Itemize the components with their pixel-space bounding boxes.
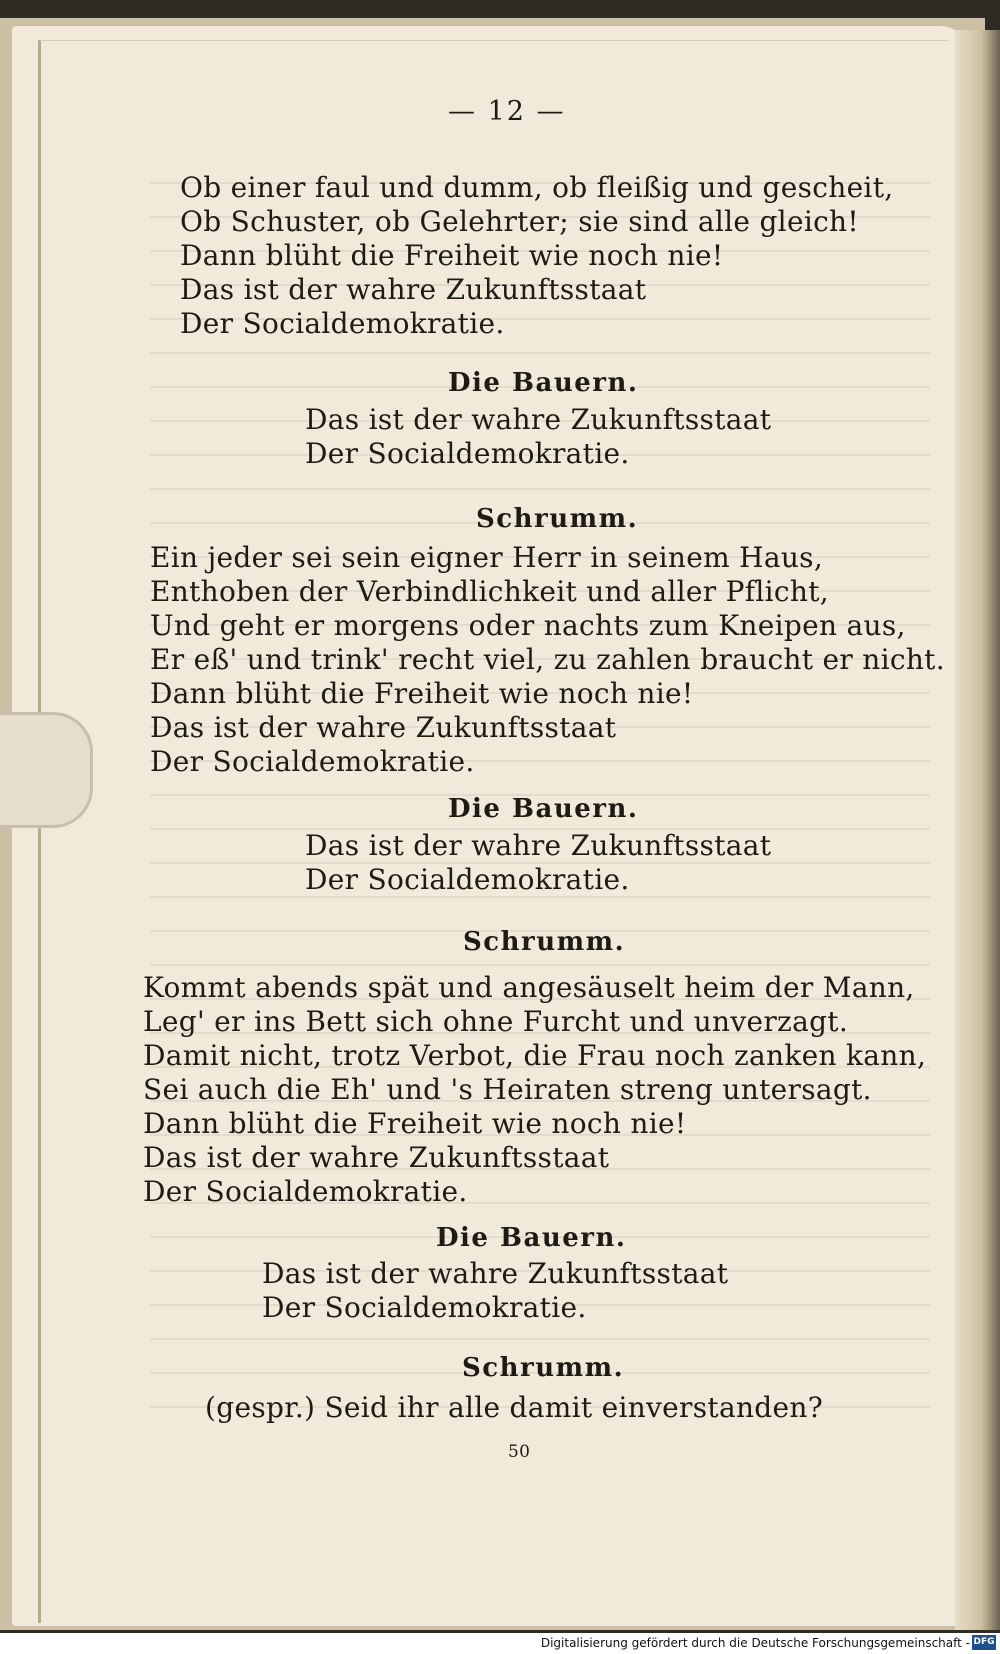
- footer-credit: Digitalisierung gefördert durch die Deutsche Forschungsgemeinschaft -: [540, 1636, 970, 1650]
- spoken-line: (gespr.) Seid ihr alle damit einverstanden?: [205, 1391, 824, 1424]
- page-number: 50: [508, 1442, 531, 1462]
- chorus-line: Der Socialdemokratie.: [305, 863, 630, 896]
- chorus-line: Der Socialdemokratie.: [305, 437, 630, 470]
- verse-line: Der Socialdemokratie.: [143, 1175, 468, 1208]
- speaker-heading: Die Bauern.: [448, 368, 639, 398]
- verse-line: Ob einer faul und dumm, ob fleißig und gescheit,: [180, 171, 894, 204]
- verse-line: Er eß' und trink' recht viel, zu zahlen braucht er nicht.: [150, 643, 945, 676]
- verse-line: Leg' er ins Bett sich ohne Furcht und unverzagt.: [143, 1005, 849, 1038]
- verse-line: Das ist der wahre Zukunftsstaat: [143, 1141, 610, 1174]
- page-header: — 12 —: [448, 96, 566, 127]
- verse-line: Dann blüht die Freiheit wie noch nie!: [180, 239, 724, 272]
- verse-line: Ein jeder sei sein eigner Herr in seinem Haus,: [150, 541, 824, 574]
- chorus-line: Der Socialdemokratie.: [262, 1291, 587, 1324]
- chorus-line: Das ist der wahre Zukunftsstaat: [305, 829, 772, 862]
- verse-line: Sei auch die Eh' und 's Heiraten streng untersagt.: [143, 1073, 872, 1106]
- page-edge: [955, 30, 1000, 1630]
- verse-line: Und geht er morgens oder nachts zum Kneipen aus,: [150, 609, 906, 642]
- verse-line: Der Socialdemokratie.: [150, 745, 475, 778]
- dfg-logo: DFG: [972, 1635, 996, 1650]
- speaker-heading: Die Bauern.: [436, 1223, 627, 1253]
- verse-line: Enthoben der Verbindlichkeit und aller Pflicht,: [150, 575, 829, 608]
- verse-line: Ob Schuster, ob Gelehrter; sie sind alle gleich!: [180, 205, 859, 238]
- verse-line: Der Socialdemokratie.: [180, 307, 505, 340]
- speaker-heading: Schrumm.: [463, 927, 626, 957]
- speaker-heading: Schrumm.: [476, 504, 639, 534]
- verse-line: Das ist der wahre Zukunftsstaat: [180, 273, 647, 306]
- verse-line: Dann blüht die Freiheit wie noch nie!: [143, 1107, 687, 1140]
- verse-line: Damit nicht, trotz Verbot, die Frau noch zanken kann,: [143, 1039, 927, 1072]
- paper-clip: [0, 712, 93, 828]
- verse-line: Dann blüht die Freiheit wie noch nie!: [150, 677, 694, 710]
- chorus-line: Das ist der wahre Zukunftsstaat: [262, 1257, 729, 1290]
- speaker-heading: Die Bauern.: [448, 794, 639, 824]
- verse-line: Kommt abends spät und angesäuselt heim der Mann,: [143, 971, 915, 1004]
- chorus-line: Das ist der wahre Zukunftsstaat: [305, 403, 772, 436]
- speaker-heading: Schrumm.: [462, 1353, 625, 1383]
- verse-line: Das ist der wahre Zukunftsstaat: [150, 711, 617, 744]
